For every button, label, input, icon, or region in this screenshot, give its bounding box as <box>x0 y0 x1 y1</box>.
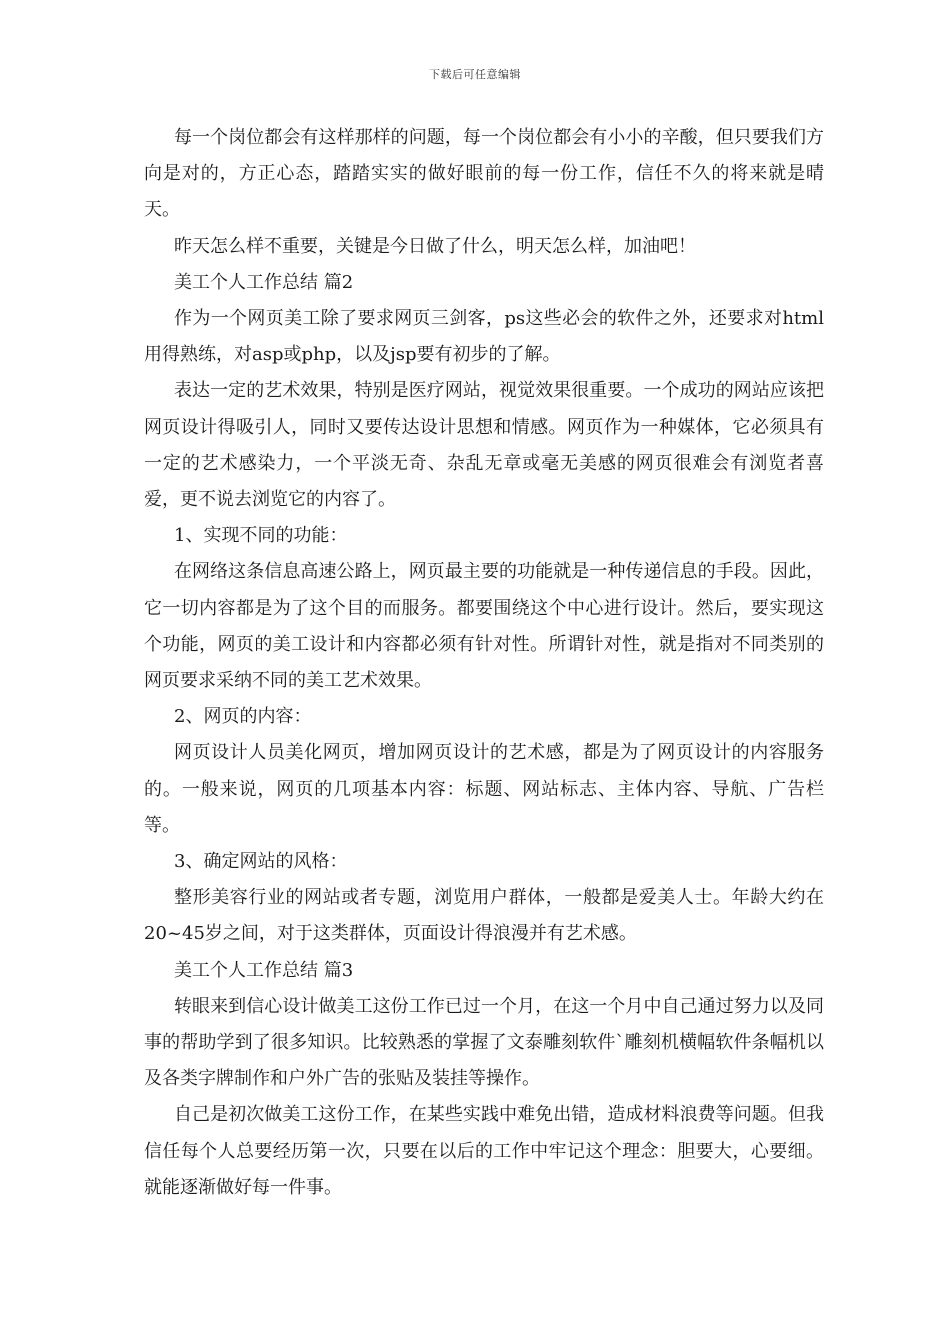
section-heading: 美工个人工作总结 篇3 <box>174 959 354 981</box>
paragraph: 表达一定的艺术效果，特别是医疗网站，视觉效果很重要。一个成功的网站应该把网页设计得吸引人，同时又要传达设计思想和情感。网页作为一种媒体，它必须具有一定的艺术感染力，一个平淡无奇、杂乱无章或毫无美感的网页很难会有浏览者喜爱，更不说去浏览它的内容了。 <box>144 380 824 511</box>
paragraph: 自己是初次做美工这份工作，在某些实践中难免出错，造成材料浪费等问题。但我信任每个人总要经历第一次，只要在以后的工作中牢记这个理念：胆要大，心要细。就能逐渐做好每一件事。 <box>144 1104 824 1198</box>
paragraph: 整形美容行业的网站或者专题，浏览用户群体，一般都是爱美人士。年龄大约在20~45岁之间，对于这类群体，页面设计得浪漫并有艺术感。 <box>144 887 824 945</box>
subsection-heading: 3、确定网站的风格： <box>174 851 348 873</box>
paragraph: 在网络这条信息高速公路上，网页最主要的功能就是一种传递信息的手段。因此，它一切内容都是为了这个目的而服务。都要围绕这个中心进行设计。然后，要实现这个功能，网页的美工设计和内容都必须有针对性。所谓针对性，就是指对不同类别的网页要求采纳不同的美工艺术效果。 <box>144 561 824 692</box>
subsection-heading: 2、网页的内容： <box>174 706 312 728</box>
section-heading: 美工个人工作总结 篇2 <box>174 271 354 293</box>
document-body <box>144 120 824 1206</box>
paragraph: 昨天怎么样不重要，关键是今日做了什么，明天怎么样，加油吧！ <box>174 235 696 257</box>
paragraph: 网页设计人员美化网页，增加网页设计的艺术感，都是为了网页设计的内容服务的。一般来说，网页的几项基本内容：标题、网站标志、主体内容、导航、广告栏等。 <box>144 742 824 836</box>
paragraph: 转眼来到信心设计做美工这份工作已过一个月，在这一个月中自己通过努力以及同事的帮助学到了很多知识。比较熟悉的掌握了文泰雕刻软件`雕刻机横幅软件条幅机以及各类字牌制作和户外广告的张贴及装挂等操作。 <box>144 995 824 1090</box>
paragraph: 每一个岗位都会有这样那样的问题，每一个岗位都会有小小的辛酸，但只要我们方向是对的，方正心态，踏踏实实的做好眼前的每一份工作，信任不久的将来就是晴天。 <box>144 127 824 221</box>
header-note: 下载后可任意编辑 <box>429 68 521 81</box>
subsection-heading: 1、实现不同的功能： <box>174 525 348 547</box>
paragraph: 作为一个网页美工除了要求网页三剑客，ps这些必会的软件之外，还要求对html用得熟练，对asp或php，以及jsp要有初步的了解。 <box>144 308 824 366</box>
